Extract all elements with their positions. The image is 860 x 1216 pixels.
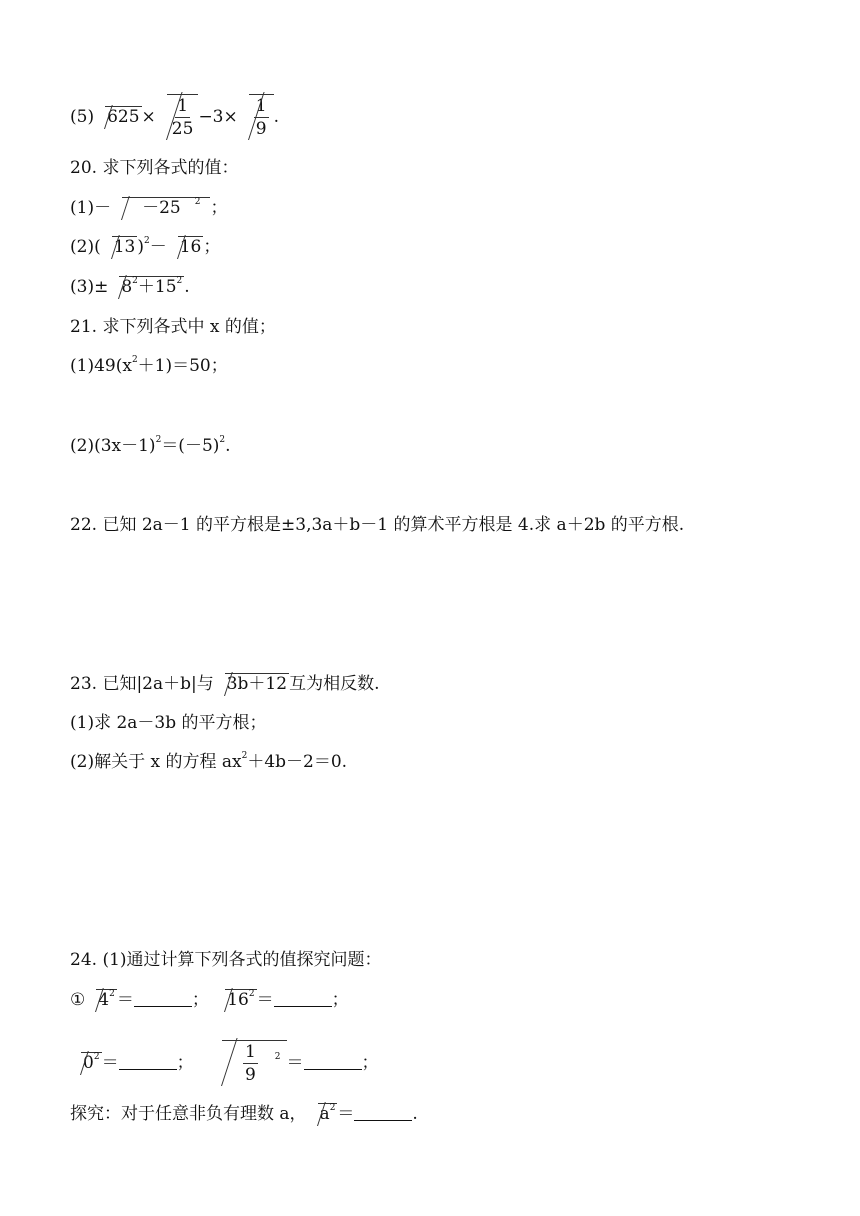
fraction (172, 95, 194, 140)
sqrt (167, 235, 204, 259)
radicand (167, 94, 199, 140)
sqrt (214, 672, 289, 696)
q20-title: 20. 求下列各式的值： (70, 158, 239, 178)
numerator: 1 (244, 1042, 256, 1062)
period: . (184, 277, 190, 297)
exponent: 2 (329, 1103, 336, 1113)
equals: ＝ (256, 990, 274, 1010)
sqrt (70, 1051, 102, 1075)
sqrt (108, 275, 184, 299)
equals: ＝ (337, 1104, 355, 1124)
q23-title (70, 672, 379, 696)
radicand (249, 94, 274, 140)
text: 探究：对于任意非负有理数 a， (70, 1104, 307, 1124)
term: 8 (121, 277, 133, 297)
base: 16 (227, 990, 249, 1010)
denominator: 25 (171, 119, 194, 139)
semicolon: ； (361, 1053, 379, 1073)
q21-part1 (70, 354, 228, 378)
sqrt (307, 1102, 338, 1126)
answer-blank[interactable] (119, 1053, 177, 1070)
exponent: 2 (176, 276, 183, 286)
q20-part3 (70, 275, 190, 299)
denominator: 9 (244, 1065, 256, 1085)
expr: ＝(－5) (161, 436, 220, 456)
q23-part1: (1)求 2a－3b 的平方根； (70, 713, 267, 733)
minus: － (149, 237, 167, 257)
sqrt-fraction (156, 92, 199, 140)
q21-title: 21. 求下列各式中 x 的值； (70, 317, 276, 337)
sqrt (85, 988, 117, 1012)
expr: ＋1)＝50； (137, 356, 228, 376)
radicand (81, 1052, 102, 1073)
sqrt (94, 105, 141, 129)
radicand (122, 197, 210, 218)
exponent: 2 (93, 1052, 100, 1062)
text: 互为相反数. (289, 674, 380, 694)
radicand: 625 (107, 107, 140, 127)
times: × (141, 107, 156, 127)
period: . (412, 1104, 418, 1124)
expr: (1)49(x (70, 356, 132, 376)
q20-part2 (70, 235, 220, 259)
exponent: 2 (274, 1052, 281, 1062)
q24-row1 (70, 988, 349, 1012)
expr: (2)(3x－1) (70, 436, 156, 456)
q20-part1 (70, 196, 227, 220)
exponent: 2 (132, 276, 138, 286)
base: 4 (98, 990, 110, 1010)
answer-blank[interactable] (274, 990, 332, 1007)
semicolon: ； (176, 1053, 194, 1073)
label: (1)－ (70, 198, 112, 218)
sqrt (111, 196, 210, 220)
answer-blank[interactable] (354, 1104, 412, 1121)
operator: −3× (198, 107, 238, 127)
label: (5) (70, 107, 95, 127)
equals: ＝ (286, 1053, 304, 1073)
sqrt (101, 235, 138, 259)
exponent: 2 (219, 435, 226, 445)
radicand-value: －25 (142, 198, 181, 218)
period: . (225, 436, 231, 456)
q24-row2 (70, 1038, 379, 1086)
circled-one: ① (70, 990, 86, 1010)
exponent: 2 (155, 435, 162, 445)
radicand (119, 276, 184, 297)
q24-title: 24. (1)通过计算下列各式的值探究问题： (70, 950, 382, 970)
sqrt-fraction (211, 1038, 287, 1086)
radicand (222, 1040, 287, 1086)
label: (3)± (70, 277, 109, 297)
semicolon: ； (203, 237, 221, 257)
radicand: 13 (113, 237, 136, 257)
base: 0 (83, 1053, 94, 1073)
label: (2)( (70, 237, 101, 257)
sqrt-fraction (238, 92, 274, 140)
q22-text: 22. 已知 2a－1 的平方根是±3,3a＋b－1 的算术平方根是 4.求 a＋2b 的平方根. (70, 515, 685, 535)
answer-blank[interactable] (134, 990, 192, 1007)
exponent: 2 (194, 197, 201, 207)
term: ＋15 (137, 277, 177, 297)
paren: ) (137, 237, 144, 257)
radicand: 16 (179, 237, 202, 257)
sqrt (214, 988, 256, 1012)
q21-part2 (70, 434, 231, 458)
semicolon: ； (210, 198, 228, 218)
equals: ＝ (116, 990, 134, 1010)
q23-part2 (70, 750, 347, 774)
radicand (96, 989, 117, 1010)
exponent: 2 (241, 751, 248, 761)
text: (2)解关于 x 的方程 ax (70, 752, 242, 772)
exponent: 2 (109, 989, 115, 999)
text: 23. 已知|2a＋b|与 (70, 674, 214, 694)
radicand (318, 1103, 338, 1124)
semicolon: ； (191, 990, 209, 1010)
exponent: 2 (248, 989, 255, 999)
fraction (254, 95, 269, 140)
radicand (225, 989, 256, 1010)
text: ＋4b－2＝0. (247, 752, 348, 772)
numerator: 1 (177, 96, 189, 116)
period: . (273, 107, 279, 127)
numerator: 1 (255, 96, 267, 116)
equals: ＝ (101, 1053, 119, 1073)
fraction (243, 1041, 258, 1086)
answer-blank[interactable] (304, 1053, 362, 1070)
base: a (319, 1104, 330, 1124)
exponent: 2 (144, 236, 150, 246)
exponent: 2 (131, 355, 138, 365)
semicolon: ； (331, 990, 349, 1010)
q19-part5 (70, 92, 279, 140)
radicand: 3b＋12 (226, 674, 288, 694)
denominator: 9 (255, 119, 267, 139)
q24-explore (70, 1102, 418, 1126)
